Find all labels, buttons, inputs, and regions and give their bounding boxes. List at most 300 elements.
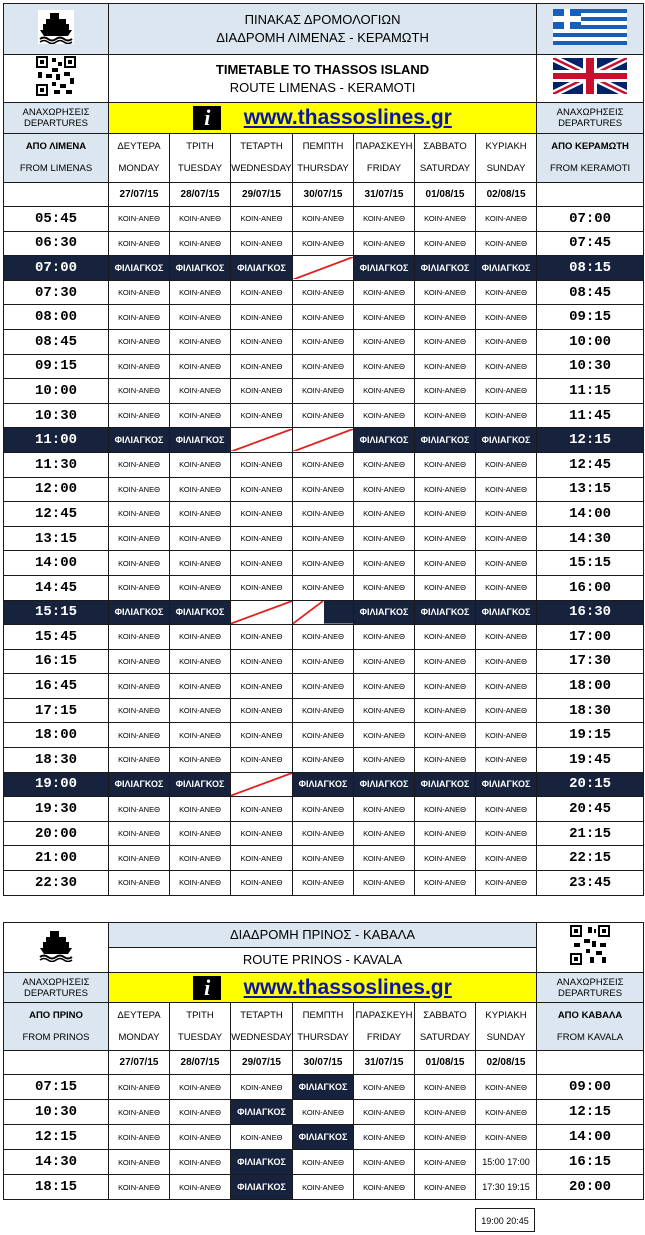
operator-cell: ΚΟΙΝ-ΑΝΕΘ (231, 551, 293, 576)
day-gr: ΤΕΤΑΡΤΗ (240, 141, 283, 152)
operator-cell: ΚΟΙΝ-ΑΝΕΘ (476, 797, 537, 822)
operator-cell: ΚΟΙΝ-ΑΝΕΘ (231, 871, 293, 896)
cancelled-cell (293, 600, 354, 625)
operator-cell: ΚΟΙΝ-ΑΝΕΘ (293, 797, 354, 822)
operator-cell-highlight: ΦΙΛΙΑΓΚΟΣ (354, 772, 415, 797)
ship-logo-cell (4, 4, 109, 55)
route1-title-block (109, 4, 537, 55)
operator-cell: ΚΟΙΝ-ΑΝΕΘ (231, 649, 293, 674)
operator-cell: ΚΟΙΝ-ΑΝΕΘ (293, 748, 354, 773)
operator-cell: ΚΟΙΝ-ΑΝΕΘ (354, 723, 415, 748)
day-en: THURSDAY (297, 163, 349, 174)
date-spacer (537, 183, 644, 207)
schedule-row (4, 1175, 644, 1200)
operator-cell: ΚΟΙΝ-ΑΝΕΘ (231, 821, 293, 846)
operator-cell: ΚΟΙΝ-ΑΝΕΘ (415, 231, 476, 256)
return-time: 19:45 (537, 748, 644, 773)
schedule-row (4, 748, 644, 773)
operator-cell: ΚΟΙΝ-ΑΝΕΘ (231, 280, 293, 305)
operator-cell: ΚΟΙΝ-ΑΝΕΘ (476, 477, 537, 502)
operator-cell: ΚΟΙΝ-ΑΝΕΘ (415, 674, 476, 699)
operator-cell: ΚΟΙΝ-ΑΝΕΘ (415, 575, 476, 600)
operator-cell: ΚΟΙΝ-ΑΝΕΘ (170, 551, 231, 576)
operator-cell: ΚΟΙΝ-ΑΝΕΘ (354, 797, 415, 822)
operator-cell: ΚΟΙΝ-ΑΝΕΘ (170, 821, 231, 846)
from-right-gr: ΑΠΟ ΚΑΒΑΛΑ (557, 1009, 623, 1021)
operator-cell-highlight: ΦΙΛΙΑΓΚΟΣ (109, 256, 170, 281)
day-gr: ΠΕΜΠΤΗ (302, 1009, 344, 1021)
operator-cell: ΚΟΙΝ-ΑΝΕΘ (354, 477, 415, 502)
operator-cell: ΚΟΙΝ-ΑΝΕΘ (293, 821, 354, 846)
schedule-row (4, 207, 644, 232)
operator-cell: ΚΟΙΝ-ΑΝΕΘ (170, 575, 231, 600)
departure-time: 19:30 (4, 797, 109, 822)
return-time: 17:30 (537, 649, 644, 674)
operator-cell: ΚΟΙΝ-ΑΝΕΘ (476, 698, 537, 723)
operator-cell: ΚΟΙΝ-ΑΝΕΘ (415, 1125, 476, 1150)
operator-cell: ΚΟΙΝ-ΑΝΕΘ (476, 723, 537, 748)
operator-cell: ΚΟΙΝ-ΑΝΕΘ (415, 1100, 476, 1125)
operator-cell: ΚΟΙΝ-ΑΝΕΘ (109, 1125, 170, 1150)
return-time: 08:45 (537, 280, 644, 305)
departures-label-right (537, 973, 644, 1003)
operator-cell: ΚΟΙΝ-ΑΝΕΘ (109, 575, 170, 600)
operator-cell: ΚΟΙΝ-ΑΝΕΘ (170, 477, 231, 502)
departure-time: 08:45 (4, 329, 109, 354)
operator-cell: ΚΟΙΝ-ΑΝΕΘ (109, 305, 170, 330)
operator-cell-highlight: ΦΙΛΙΑΓΚΟΣ (476, 600, 537, 625)
departure-time: 18:00 (4, 723, 109, 748)
cancel-line-icon (293, 257, 353, 280)
departure-time: 16:15 (4, 649, 109, 674)
operator-cell-highlight: ΦΙΛΙΑΓΚΟΣ (415, 256, 476, 281)
operator-cell: ΚΟΙΝ-ΑΝΕΘ (109, 625, 170, 650)
day-header (415, 1003, 476, 1051)
from-left-header (4, 134, 109, 183)
departure-time: 10:30 (4, 1100, 109, 1125)
operator-cell: ΚΟΙΝ-ΑΝΕΘ (354, 674, 415, 699)
operator-cell: ΚΟΙΝ-ΑΝΕΘ (354, 1100, 415, 1125)
operator-cell: ΚΟΙΝ-ΑΝΕΘ (170, 502, 231, 527)
departures-en: DEPARTURES (23, 987, 89, 999)
return-time: 14:30 (537, 526, 644, 551)
operator-cell: ΚΟΙΝ-ΑΝΕΘ (170, 649, 231, 674)
operator-cell: ΚΟΙΝ-ΑΝΕΘ (415, 452, 476, 477)
website-banner (109, 973, 537, 1003)
from-right-header (537, 134, 644, 183)
operator-cell: ΚΟΙΝ-ΑΝΕΘ (354, 698, 415, 723)
operator-cell: ΚΟΙΝ-ΑΝΕΘ (109, 403, 170, 428)
departure-time: 05:45 (4, 207, 109, 232)
operator-cell: ΚΟΙΝ-ΑΝΕΘ (170, 797, 231, 822)
ship-logo-icon (38, 10, 74, 44)
operator-cell: ΚΟΙΝ-ΑΝΕΘ (354, 1125, 415, 1150)
departure-time: 16:45 (4, 674, 109, 699)
departure-time: 11:00 (4, 428, 109, 453)
operator-cell: ΚΟΙΝ-ΑΝΕΘ (415, 748, 476, 773)
cancelled-cell (231, 428, 293, 453)
schedule-row (4, 649, 644, 674)
operator-cell: ΚΟΙΝ-ΑΝΕΘ (109, 748, 170, 773)
departure-time: 15:45 (4, 625, 109, 650)
departure-time: 14:00 (4, 551, 109, 576)
route1-title-gr: ΠΙΝΑΚΑΣ ΔΡΟΜΟΛΟΓΙΩΝ (244, 12, 401, 27)
departure-time: 07:00 (4, 256, 109, 281)
schedule-row (4, 1125, 644, 1150)
operator-cell: ΚΟΙΝ-ΑΝΕΘ (354, 379, 415, 404)
operator-cell: ΚΟΙΝ-ΑΝΕΘ (476, 452, 537, 477)
return-time: 17:00 (537, 625, 644, 650)
website-link[interactable]: www.thassoslines.gr (243, 106, 452, 129)
website-link[interactable]: www.thassoslines.gr (243, 975, 452, 999)
operator-cell: ΚΟΙΝ-ΑΝΕΘ (415, 379, 476, 404)
operator-cell: ΚΟΙΝ-ΑΝΕΘ (231, 477, 293, 502)
route2-route-en: ROUTE PRINOS - KAVALA (242, 952, 403, 967)
operator-cell: ΚΟΙΝ-ΑΝΕΘ (109, 797, 170, 822)
schedule-row (4, 428, 644, 453)
qr-code-cell (4, 55, 109, 103)
from-right-en: FROM KERAMOTI (549, 163, 631, 174)
return-time: 10:00 (537, 329, 644, 354)
departure-time: 13:15 (4, 526, 109, 551)
return-time: 08:15 (537, 256, 644, 281)
operator-cell: ΚΟΙΝ-ΑΝΕΘ (293, 526, 354, 551)
operator-cell: ΚΟΙΝ-ΑΝΕΘ (231, 207, 293, 232)
schedule-row (4, 600, 644, 625)
cancel-line-icon (231, 773, 292, 796)
extra-sunday-label: 19:00 20:45 (481, 1216, 529, 1226)
day-en: WEDNESDAY (231, 1031, 292, 1043)
operator-cell: ΚΟΙΝ-ΑΝΕΘ (170, 723, 231, 748)
departure-time: 14:30 (4, 1150, 109, 1175)
operator-cell: ΚΟΙΝ-ΑΝΕΘ (354, 207, 415, 232)
departure-time: 12:00 (4, 477, 109, 502)
operator-cell: ΚΟΙΝ-ΑΝΕΘ (170, 698, 231, 723)
from-left-gr: ΑΠΟ ΛΙΜΕΝΑ (25, 141, 87, 152)
operator-cell: ΚΟΙΝ-ΑΝΕΘ (476, 379, 537, 404)
return-time: 12:45 (537, 452, 644, 477)
cancel-line-icon (231, 601, 292, 624)
return-time: 19:15 (537, 723, 644, 748)
day-header (476, 134, 537, 183)
operator-cell: ΚΟΙΝ-ΑΝΕΘ (354, 1075, 415, 1100)
day-en: TUESDAY (177, 1031, 223, 1043)
info-icon: i (193, 106, 221, 130)
operator-cell: ΚΟΙΝ-ΑΝΕΘ (170, 1150, 231, 1175)
operator-cell: ΚΟΙΝ-ΑΝΕΘ (109, 674, 170, 699)
day-header (170, 1003, 231, 1051)
day-en: SUNDAY (486, 1031, 526, 1043)
operator-cell: ΚΟΙΝ-ΑΝΕΘ (293, 1175, 354, 1200)
schedule-row (4, 723, 644, 748)
operator-cell: ΚΟΙΝ-ΑΝΕΘ (415, 207, 476, 232)
operator-cell: ΚΟΙΝ-ΑΝΕΘ (293, 674, 354, 699)
return-time: 09:00 (537, 1075, 644, 1100)
departures-gr: ΑΝΑΧΩΡΗΣΕΙΣ (22, 976, 90, 988)
operator-cell: ΚΟΙΝ-ΑΝΕΘ (476, 625, 537, 650)
cancel-line-icon (231, 429, 292, 452)
info-icon: i (193, 976, 221, 1000)
return-time: 11:15 (537, 379, 644, 404)
operator-cell: ΚΟΙΝ-ΑΝΕΘ (415, 1175, 476, 1200)
operator-cell: ΚΟΙΝ-ΑΝΕΘ (293, 1100, 354, 1125)
departure-time: 12:15 (4, 1125, 109, 1150)
day-header (231, 1003, 293, 1051)
day-gr: ΚΥΡΙΑΚΗ (485, 1009, 527, 1021)
operator-cell: ΚΟΙΝ-ΑΝΕΘ (415, 477, 476, 502)
operator-cell: ΚΟΙΝ-ΑΝΕΘ (170, 526, 231, 551)
operator-cell: ΚΟΙΝ-ΑΝΕΘ (293, 354, 354, 379)
qr-code-icon[interactable] (570, 925, 610, 965)
return-time: 20:00 (537, 1175, 644, 1200)
schedule-row (4, 1075, 644, 1100)
route1-title-en: TIMETABLE TO THASSOS ISLAND (215, 61, 430, 77)
departure-time: 18:30 (4, 748, 109, 773)
operator-cell: ΚΟΙΝ-ΑΝΕΘ (354, 871, 415, 896)
return-time: 07:00 (537, 207, 644, 232)
operator-cell: ΚΟΙΝ-ΑΝΕΘ (109, 231, 170, 256)
operator-cell: ΚΟΙΝ-ΑΝΕΘ (476, 871, 537, 896)
operator-cell: ΚΟΙΝ-ΑΝΕΘ (293, 502, 354, 527)
operator-cell: ΚΟΙΝ-ΑΝΕΘ (354, 575, 415, 600)
operator-cell: ΚΟΙΝ-ΑΝΕΘ (354, 748, 415, 773)
operator-cell: ΚΟΙΝ-ΑΝΕΘ (231, 797, 293, 822)
date-header: 27/07/15 (109, 183, 170, 207)
day-gr: ΤΡΙΤΗ (186, 141, 214, 152)
operator-cell: ΚΟΙΝ-ΑΝΕΘ (476, 748, 537, 773)
qr-code-icon[interactable] (36, 56, 76, 96)
departure-time: 12:45 (4, 502, 109, 527)
day-header (109, 134, 170, 183)
schedule-row (4, 871, 644, 896)
operator-cell: ΚΟΙΝ-ΑΝΕΘ (476, 649, 537, 674)
operator-cell: ΚΟΙΝ-ΑΝΕΘ (415, 1150, 476, 1175)
route1-route-gr: ΔΙΑΔΡΟΜΗ ΛΙΜΕΝΑΣ - ΚΕΡΑΜΩΤΗ (216, 30, 429, 45)
departure-time: 17:15 (4, 698, 109, 723)
operator-cell: ΚΟΙΝ-ΑΝΕΘ (109, 354, 170, 379)
operator-cell: ΚΟΙΝ-ΑΝΕΘ (109, 502, 170, 527)
operator-cell: ΚΟΙΝ-ΑΝΕΘ (170, 1175, 231, 1200)
date-spacer (4, 1051, 109, 1075)
operator-cell: ΚΟΙΝ-ΑΝΕΘ (415, 821, 476, 846)
operator-cell: ΚΟΙΝ-ΑΝΕΘ (354, 846, 415, 871)
operator-cell: ΚΟΙΝ-ΑΝΕΘ (293, 723, 354, 748)
operator-cell: ΚΟΙΝ-ΑΝΕΘ (109, 329, 170, 354)
operator-cell-highlight: ΦΙΛΙΑΓΚΟΣ (293, 1125, 354, 1150)
schedule-row (4, 526, 644, 551)
schedule-row (4, 231, 644, 256)
day-gr: ΤΡΙΤΗ (186, 1009, 214, 1021)
day-header (293, 134, 354, 183)
operator-cell: ΚΟΙΝ-ΑΝΕΘ (231, 502, 293, 527)
operator-cell: ΚΟΙΝ-ΑΝΕΘ (476, 1100, 537, 1125)
operator-cell: ΚΟΙΝ-ΑΝΕΘ (109, 821, 170, 846)
return-time: 15:15 (537, 551, 644, 576)
operator-cell: ΚΟΙΝ-ΑΝΕΘ (170, 329, 231, 354)
departure-time: 15:15 (4, 600, 109, 625)
cancel-line-icon (293, 429, 353, 452)
operator-cell: ΚΟΙΝ-ΑΝΕΘ (231, 748, 293, 773)
operator-cell-highlight: ΦΙΛΙΑΓΚΟΣ (231, 1150, 293, 1175)
operator-cell-highlight: ΦΙΛΙΑΓΚΟΣ (109, 428, 170, 453)
day-gr: ΣΑΒΒΑΤΟ (423, 1009, 467, 1021)
operator-cell: ΚΟΙΝ-ΑΝΕΘ (170, 625, 231, 650)
operator-cell: ΚΟΙΝ-ΑΝΕΘ (231, 674, 293, 699)
date-header: 29/07/15 (231, 1051, 293, 1075)
return-time: 16:00 (537, 575, 644, 600)
day-en: FRIDAY (366, 1031, 402, 1043)
operator-cell: ΚΟΙΝ-ΑΝΕΘ (293, 846, 354, 871)
operator-cell: ΚΟΙΝ-ΑΝΕΘ (170, 280, 231, 305)
departures-label-left (4, 103, 109, 134)
operator-cell: ΚΟΙΝ-ΑΝΕΘ (476, 403, 537, 428)
operator-cell: ΚΟΙΝ-ΑΝΕΘ (354, 452, 415, 477)
operator-cell: ΚΟΙΝ-ΑΝΕΘ (109, 1075, 170, 1100)
operator-cell: ΚΟΙΝ-ΑΝΕΘ (293, 305, 354, 330)
return-time: 18:00 (537, 674, 644, 699)
operator-cell: ΚΟΙΝ-ΑΝΕΘ (476, 354, 537, 379)
operator-cell: ΚΟΙΝ-ΑΝΕΘ (476, 1075, 537, 1100)
schedule-row (4, 403, 644, 428)
operator-cell: ΚΟΙΝ-ΑΝΕΘ (354, 305, 415, 330)
operator-cell: ΚΟΙΝ-ΑΝΕΘ (293, 280, 354, 305)
operator-cell: ΚΟΙΝ-ΑΝΕΘ (109, 207, 170, 232)
route1-route-en: ROUTE LIMENAS - KERAMOTI (229, 79, 416, 95)
return-time: 14:00 (537, 502, 644, 527)
day-gr: ΠΑΡΑΣΚΕΥΗ (355, 1009, 413, 1021)
operator-cell: ΚΟΙΝ-ΑΝΕΘ (354, 551, 415, 576)
departures-gr: ΑΝΑΧΩΡΗΣΕΙΣ (22, 107, 90, 118)
from-left-gr: ΑΠΟ ΠΡΙΝΟ (29, 1009, 83, 1021)
schedule-row (4, 354, 644, 379)
operator-cell: ΚΟΙΝ-ΑΝΕΘ (293, 231, 354, 256)
day-en: SATURDAY (419, 1031, 471, 1043)
operator-cell: ΚΟΙΝ-ΑΝΕΘ (109, 723, 170, 748)
operator-cell: ΚΟΙΝ-ΑΝΕΘ (109, 871, 170, 896)
return-time: 12:15 (537, 428, 644, 453)
date-header: 31/07/15 (354, 1051, 415, 1075)
departure-time: 14:45 (4, 575, 109, 600)
day-gr: ΤΕΤΑΡΤΗ (240, 1009, 283, 1021)
extra-sunday-times (475, 1208, 535, 1232)
operator-cell-highlight: ΦΙΛΙΑΓΚΟΣ (293, 1075, 354, 1100)
operator-cell: ΚΟΙΝ-ΑΝΕΘ (476, 305, 537, 330)
operator-cell: ΚΟΙΝ-ΑΝΕΘ (231, 354, 293, 379)
operator-cell: ΚΟΙΝ-ΑΝΕΘ (231, 723, 293, 748)
schedule-row (4, 797, 644, 822)
operator-cell: ΚΟΙΝ-ΑΝΕΘ (231, 1075, 293, 1100)
day-en: MONDAY (118, 1031, 160, 1043)
return-time: 22:15 (537, 846, 644, 871)
date-header: 29/07/15 (231, 183, 293, 207)
day-header (354, 1003, 415, 1051)
operator-cell: ΚΟΙΝ-ΑΝΕΘ (109, 1100, 170, 1125)
operator-cell: ΚΟΙΝ-ΑΝΕΘ (415, 871, 476, 896)
operator-cell: ΚΟΙΝ-ΑΝΕΘ (231, 698, 293, 723)
operator-cell: ΚΟΙΝ-ΑΝΕΘ (293, 1150, 354, 1175)
departures-en: DEPARTURES (557, 987, 623, 999)
return-time: 23:45 (537, 871, 644, 896)
from-right-en: FROM KAVALA (556, 1031, 624, 1043)
date-header: 31/07/15 (354, 183, 415, 207)
operator-cell-highlight: ΦΙΛΙΑΓΚΟΣ (415, 600, 476, 625)
operator-cell: ΚΟΙΝ-ΑΝΕΘ (109, 379, 170, 404)
operator-cell-highlight: ΦΙΛΙΑΓΚΟΣ (170, 256, 231, 281)
operator-cell: ΚΟΙΝ-ΑΝΕΘ (170, 231, 231, 256)
day-header (293, 1003, 354, 1051)
route1-title-en-block (109, 55, 537, 103)
schedule-row (4, 477, 644, 502)
operator-cell: ΚΟΙΝ-ΑΝΕΘ (476, 280, 537, 305)
date-spacer (537, 1051, 644, 1075)
departures-gr: ΑΝΑΧΩΡΗΣΕΙΣ (556, 976, 624, 988)
operator-cell: ΚΟΙΝ-ΑΝΕΘ (476, 821, 537, 846)
operator-cell: ΚΟΙΝ-ΑΝΕΘ (293, 477, 354, 502)
from-right-header (537, 1003, 644, 1051)
schedule-row (4, 674, 644, 699)
operator-cell: ΚΟΙΝ-ΑΝΕΘ (293, 379, 354, 404)
operator-cell: ΚΟΙΝ-ΑΝΕΘ (109, 1150, 170, 1175)
schedule-row (4, 575, 644, 600)
operator-cell: ΚΟΙΝ-ΑΝΕΘ (415, 698, 476, 723)
date-header: 02/08/15 (476, 183, 537, 207)
operator-cell: ΚΟΙΝ-ΑΝΕΘ (293, 551, 354, 576)
departure-time: 07:15 (4, 1075, 109, 1100)
date-header: 01/08/15 (415, 1051, 476, 1075)
operator-cell: ΚΟΙΝ-ΑΝΕΘ (293, 403, 354, 428)
operator-cell-highlight: ΦΙΛΙΑΓΚΟΣ (170, 600, 231, 625)
departures-label-left (4, 973, 109, 1003)
operator-cell: ΚΟΙΝ-ΑΝΕΘ (415, 649, 476, 674)
operator-cell: ΚΟΙΝ-ΑΝΕΘ (109, 846, 170, 871)
departure-time: 07:30 (4, 280, 109, 305)
operator-cell: ΚΟΙΝ-ΑΝΕΘ (170, 1075, 231, 1100)
operator-cell: ΚΟΙΝ-ΑΝΕΘ (354, 354, 415, 379)
schedule-row (4, 1100, 644, 1125)
schedule-row (4, 625, 644, 650)
return-time: 14:00 (537, 1125, 644, 1150)
date-header: 01/08/15 (415, 183, 476, 207)
operator-cell-highlight: ΦΙΛΙΑΓΚΟΣ (293, 772, 354, 797)
operator-cell: ΚΟΙΝ-ΑΝΕΘ (231, 452, 293, 477)
day-header (415, 134, 476, 183)
operator-cell: ΚΟΙΝ-ΑΝΕΘ (354, 1150, 415, 1175)
schedule-row (4, 502, 644, 527)
operator-cell: ΚΟΙΝ-ΑΝΕΘ (231, 846, 293, 871)
return-time: 20:15 (537, 772, 644, 797)
return-time: 21:15 (537, 821, 644, 846)
from-left-header (4, 1003, 109, 1051)
day-en: SATURDAY (419, 163, 471, 174)
operator-cell: ΚΟΙΝ-ΑΝΕΘ (415, 846, 476, 871)
schedule-row (4, 256, 644, 281)
day-en: SUNDAY (486, 163, 526, 174)
operator-cell-highlight: ΦΙΛΙΑΓΚΟΣ (170, 772, 231, 797)
operator-cell-highlight: ΦΙΛΙΑΓΚΟΣ (415, 772, 476, 797)
return-time: 18:30 (537, 698, 644, 723)
departure-time: 18:15 (4, 1175, 109, 1200)
date-header: 30/07/15 (293, 1051, 354, 1075)
operator-cell-highlight: ΦΙΛΙΑΓΚΟΣ (231, 1100, 293, 1125)
operator-cell-highlight: ΦΙΛΙΑΓΚΟΣ (476, 428, 537, 453)
departures-gr: ΑΝΑΧΩΡΗΣΕΙΣ (556, 107, 624, 118)
timetable-limenas-keramoti (3, 3, 644, 896)
route2-route-gr-cell (109, 923, 537, 948)
operator-cell: ΚΟΙΝ-ΑΝΕΘ (170, 207, 231, 232)
operator-cell: ΚΟΙΝ-ΑΝΕΘ (415, 502, 476, 527)
return-time: 12:15 (537, 1100, 644, 1125)
operator-cell: ΚΟΙΝ-ΑΝΕΘ (231, 305, 293, 330)
